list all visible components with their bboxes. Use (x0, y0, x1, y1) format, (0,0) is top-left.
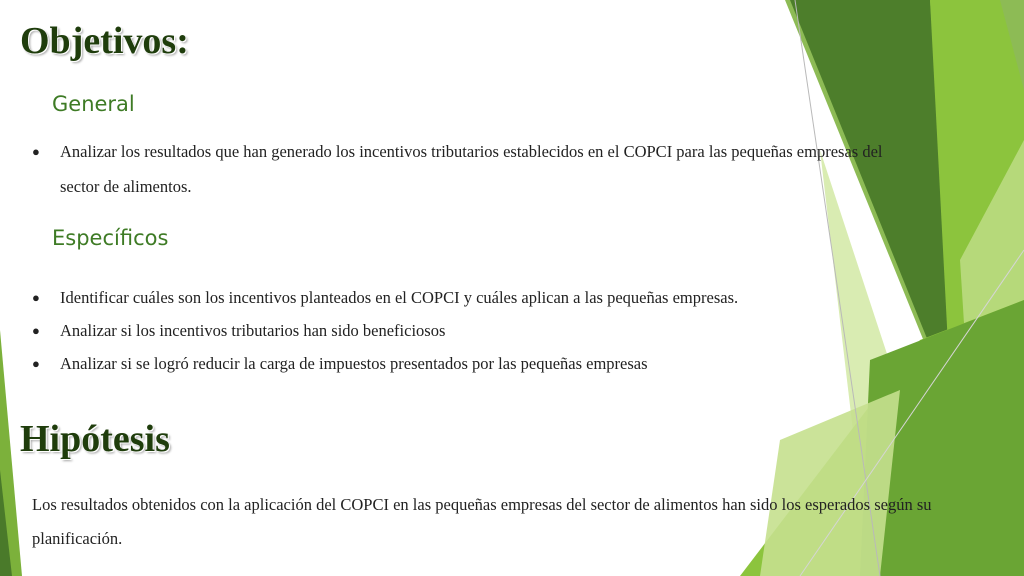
bullet-icon: ● (32, 323, 40, 338)
specific-bullet-list (32, 281, 912, 380)
list-item (32, 281, 912, 314)
general-heading: General (52, 92, 135, 116)
bullet-icon: ● (32, 290, 40, 305)
list-item (32, 347, 912, 380)
list-item-text: Analizar si se logró reducir la carga de impuestos presentados por las pequeñas empresas (60, 354, 648, 373)
list-item (32, 134, 922, 204)
general-bullet-list (32, 134, 922, 204)
hypothesis-title: Hipótesis (20, 418, 170, 460)
bullet-icon: ● (32, 356, 40, 371)
specific-heading: Específicos (52, 226, 169, 250)
objectives-title: Objetivos: (20, 20, 189, 62)
bullet-icon: ● (32, 144, 40, 159)
list-item-text: Identificar cuáles son los incentivos planteados en el COPCI y cuáles aplican a las pequeñas empresas. (60, 288, 739, 307)
list-item-text: Analizar los resultados que han generado los incentivos tributarios establecidos en el COPCI para las pequeñas empresas del sector de alimentos. (60, 142, 883, 196)
list-item (32, 314, 912, 347)
hypothesis-text: Los resultados obtenidos con la aplicación del COPCI en las pequeñas empresas del sector de alimentos han sido los esperados según su planificación. (32, 495, 932, 548)
list-item-text: Analizar si los incentivos tributarios han sido beneficiosos (60, 321, 446, 340)
